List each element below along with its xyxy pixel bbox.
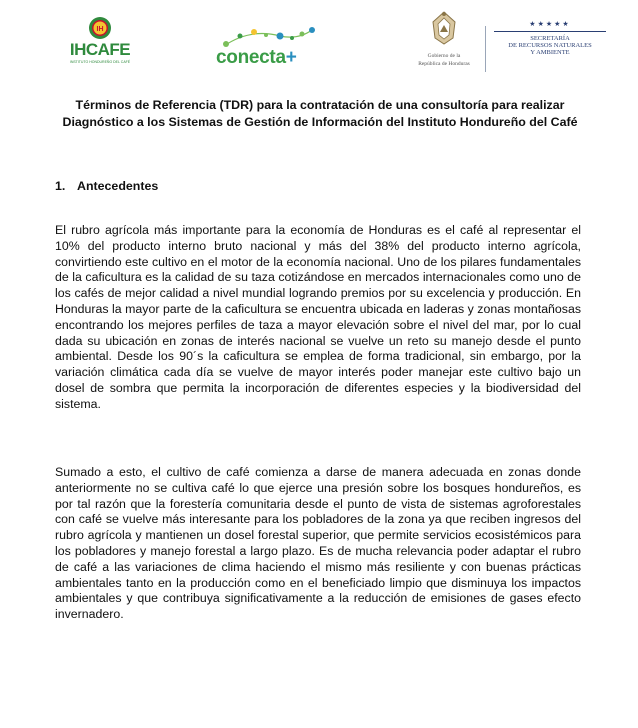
- gobierno-honduras-logo: [412, 10, 476, 72]
- stars-icon: ★★★★★: [529, 21, 571, 28]
- section-title: Antecedentes: [77, 179, 159, 193]
- serna-logo: [490, 20, 610, 76]
- conecta-name: [216, 48, 297, 68]
- gobierno-line-1: Gobierno de la: [427, 53, 461, 59]
- ihcafe-name: IHCAFE: [69, 40, 131, 59]
- section-heading: [55, 178, 158, 195]
- coffee-medal-icon: [88, 16, 112, 40]
- section-number: 1.: [55, 179, 66, 193]
- ihcafe-medal-text: IH: [96, 26, 104, 33]
- paragraph-1: El rubro agrícola más importante para la economía de Honduras es el café al representar el 10% del producto interno bruto nacional y más del 38% del producto interno agrícola, convirtiendo este cultivo en el motor de la economía nacional. Uno de los pilares fundamentales de la caficultura es la calidad de su taza cotizándose en mercados internacionales como uno de los cafés de mejor calidad a nivel mundial logrando premios por su excelencia y producción. En Honduras la mayor parte de la caficultura se encuentra ubicada en laderas y zonas montañosas encontrando los mejores perfiles de taza a mayor elevación sobre el nivel del mar, por lo cual dada su ubicación en zonas de interés nacional se vuelve un reto su manejo desde el punto ambiental. Desde los 90´s la caficultura se emplea de forma tradicional, sin embargo, por la variación climática cada día se vuelve de mayor interés poder manejar este cultivo bajo un dosel de sombra que permita la incorporación de diferentes especies y la biodiversidad del sistema.: [55, 223, 581, 411]
- logo-header: [0, 8, 638, 88]
- paragraph-2: Sumado a esto, el cultivo de café comienza a darse de manera adecuada en zonas donde anteriormente no se cultiva café lo que ejerce una presión sobre los bosques hondureños, es por tal razón que la forestería comunitaria desde el punto de vista de sistemas agroforestales con café se vuelve más interesante para los pobladores de la zona ya que reciben ingresos del rubro agrícola y mantienen un dosel forestal superior, que permite servicios ecosistémicos para los pobladores y manejo forestal a largo plazo. Es de mucha relevancia poder adaptar el rubro de café a las variaciones de clima haciendo el mismo más resiliente y con buenas prácticas ambientales tanto en la producción como en el beneficiado limpio que disminuya los impactos ambientales y que contribuya significativamente a la reducción de emisiones de gases efecto invernadero.: [55, 465, 581, 622]
- conecta-logo: [212, 24, 342, 70]
- coat-of-arms-icon: [429, 10, 459, 46]
- ihcafe-tagline: INSTITUTO HONDUREÑO DEL CAFÉ: [69, 60, 131, 64]
- document-title: Términos de Referencia (TDR) para la contratación de una consultoría para realizar Diagnóstico a los Sistemas de Gestión de Información del Instituto Hondureño del Café: [62, 98, 578, 129]
- logo-divider: [485, 26, 486, 72]
- conecta-plus: +: [285, 47, 297, 68]
- serna-line-2: DE RECURSOS NATURALES: [508, 42, 592, 49]
- ihcafe-logo: [55, 16, 145, 76]
- serna-line-3: Y AMBIENTE: [530, 49, 570, 56]
- serna-rule: [494, 31, 606, 32]
- conecta-word: conecta: [216, 47, 286, 68]
- gobierno-line-2: República de Honduras: [418, 61, 470, 67]
- serna-line-1: SECRETARÍA: [530, 35, 570, 42]
